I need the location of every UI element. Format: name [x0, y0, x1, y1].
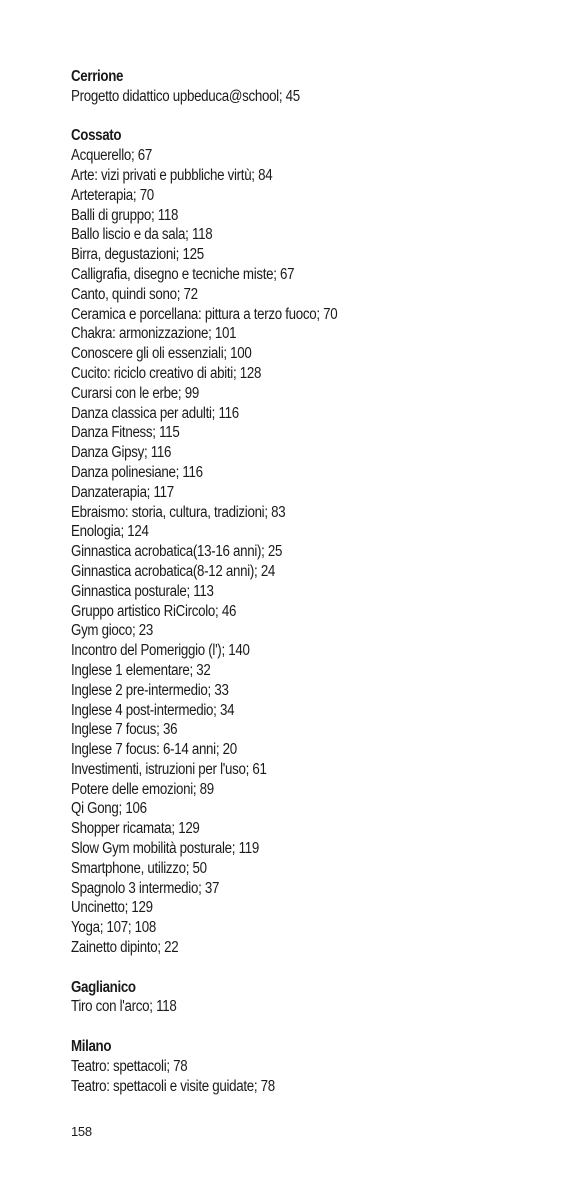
- index-entry: Ceramica e porcellana: pittura a terzo fuoco; 70: [71, 305, 338, 323]
- index-entry: Inglese 7 focus; 36: [71, 721, 178, 739]
- section-title: Gaglianico: [71, 978, 136, 996]
- section-title: Cossato: [71, 127, 122, 145]
- index-entry: Danza Fitness; 115: [71, 424, 180, 442]
- index-entry: Acquerello; 67: [71, 147, 153, 165]
- index-entry: Calligrafia, disegno e tecniche miste; 67: [71, 265, 295, 283]
- index-entry: Curarsi con le erbe; 99: [71, 384, 199, 402]
- section-title: Cerrione: [71, 68, 124, 85]
- index-entry: Chakra: armonizzazione; 101: [71, 325, 237, 343]
- index-entry: Cucito: riciclo creativo di abiti; 128: [71, 364, 262, 382]
- index-entry: Tiro con l'arco; 118: [71, 998, 177, 1016]
- index-entry: Danzaterapia; 117: [71, 483, 174, 501]
- index-section: [71, 67, 551, 107]
- index-entry: Ebraismo: storia, cultura, tradizioni; 83: [71, 503, 286, 521]
- index-entry: Teatro: spettacoli; 78: [71, 1057, 188, 1075]
- index-content: [71, 67, 551, 1116]
- index-entry: Zainetto dipinto; 22: [71, 939, 179, 957]
- index-entry: Investimenti, istruzioni per l'uso; 61: [71, 760, 267, 778]
- index-entry: Potere delle emozioni; 89: [71, 780, 214, 798]
- index-entry: Danza Gipsy; 116: [71, 444, 172, 462]
- index-entry: Ginnastica posturale; 113: [71, 582, 214, 600]
- index-entry: Progetto didattico upbeduca@school; 45: [71, 87, 300, 105]
- index-entry: Arte: vizi privati e pubbliche virtù; 84: [71, 166, 273, 184]
- index-entry: Ginnastica acrobatica(8-12 anni); 24: [71, 562, 276, 580]
- index-entry: Yoga; 107; 108: [71, 919, 156, 937]
- index-entry: Conoscere gli oli essenziali; 100: [71, 345, 252, 363]
- index-section: [71, 126, 551, 957]
- index-entry: Qi Gong; 106: [71, 800, 147, 818]
- index-entry: Slow Gym mobilità posturale; 119: [71, 840, 259, 858]
- index-entry: Danza classica per adulti; 116: [71, 404, 239, 422]
- index-entry: Ballo liscio e da sala; 118: [71, 226, 213, 244]
- index-entry: Canto, quindi sono; 72: [71, 285, 198, 303]
- index-entry: Incontro del Pomeriggio (l'); 140: [71, 642, 250, 660]
- index-entry: Gruppo artistico RiCircolo; 46: [71, 602, 237, 620]
- index-entry: Inglese 1 elementare; 32: [71, 661, 211, 679]
- index-section: [71, 1037, 551, 1096]
- index-entry: Inglese 4 post-intermedio; 34: [71, 701, 235, 719]
- index-entry: Uncinetto; 129: [71, 899, 153, 917]
- index-entry: Balli di gruppo; 118: [71, 206, 179, 224]
- index-entry: Danza polinesiane; 116: [71, 463, 203, 481]
- index-entry: Gym gioco; 23: [71, 622, 154, 640]
- index-entry: Inglese 7 focus: 6-14 anni; 20: [71, 741, 237, 759]
- index-entry: Smartphone, utilizzo; 50: [71, 859, 207, 877]
- page-number: 158: [71, 1124, 92, 1139]
- section-title: Milano: [71, 1038, 112, 1056]
- index-entry: Arteterapia; 70: [71, 186, 154, 204]
- index-entry: Shopper ricamata; 129: [71, 820, 200, 838]
- index-entry: Teatro: spettacoli e visite guidate; 78: [71, 1077, 275, 1095]
- index-entry: Inglese 2 pre-intermedio; 33: [71, 681, 229, 699]
- index-entry: Birra, degustazioni; 125: [71, 246, 204, 264]
- index-section: [71, 978, 551, 1018]
- index-entry: Enologia; 124: [71, 523, 149, 541]
- index-entry: Ginnastica acrobatica(13-16 anni); 25: [71, 543, 283, 561]
- index-entry: Spagnolo 3 intermedio; 37: [71, 879, 220, 897]
